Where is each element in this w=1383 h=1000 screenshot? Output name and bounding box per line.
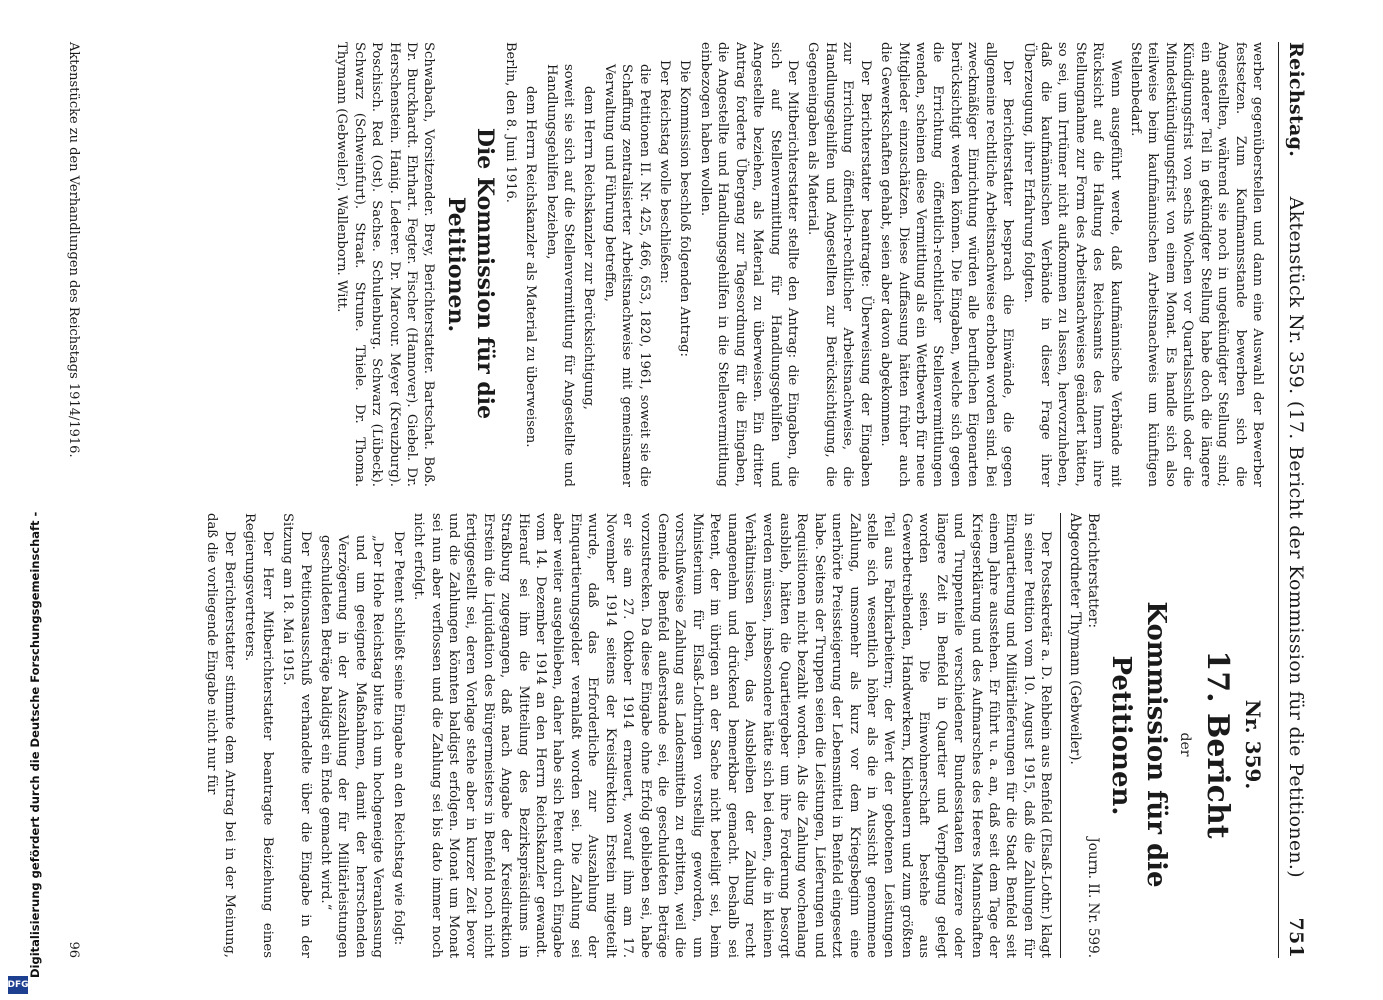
decision-text: die Petitionen II. Nr. 425, 466, 653, 1820, 1961, soweit sie die Schaffung zentralisierter Arbeitsnachweise mit gemeinsamer Verwaltung und Führung betreffen, bbox=[601, 64, 652, 487]
digitization-credit: Digitalisierung gefördert durch die Deutsche Forschungsgemeinschaft - bbox=[28, 511, 42, 978]
petition-quote: „Der Hohe Reichstag bitte ich um hochgeneigte Veranlassung und um geeignete Maßnahmen, damit der herrschenden Verzögerung in der Auszahlung der für Militärleistungen geschuldeten Beträge baldigst ein Ende gemacht wird.“ bbox=[318, 535, 386, 958]
digitization-credit-strip bbox=[0, 0, 42, 1000]
header-left: Reichstag. bbox=[1285, 42, 1307, 158]
decision-text: dem Herrn Reichskanzler als Material zu überweisen. bbox=[523, 86, 539, 448]
journal-number: Journ. II. Nr. 599. bbox=[1084, 837, 1101, 958]
paragraph: Der Herr Mitberichterstatter beantragte Beiziehung eines Regierungsvertreters. bbox=[242, 513, 275, 958]
paragraph: Der Postsekretär a. D. Rehbein aus Benfeld (Elsaß-Lothr.) klagt in seiner Petition vom 10. August 1915, daß die Zahlungen für Einquartierung und Militärlieferungen für die Stadt Benfeld seit einem Jahre ausstehen. Er führt u. a. an, daß seit dem Tage der Kriegserklärung und des Aufmarsches des Heeres Mannschaften und Truppenteile verschiedener Bundesstaaten kürzere oder längere Zeit in Benfeld in Quartier und Verpflegung gelegt worden seien. Die Einwohnerschaft bestehe aus Gewerbetreibenden, Handwerkern, Kleinbauern und zum größten Teil aus Fabrikarbeitern; der Wert der gebotenen Leistungen stelle sich wesentlich höher als die in Aussicht genommene Zahlung, umsomehr als kurz vor dem Kriegsbeginn eine unerhörte Preissteigerung der Lebensmittel in Benfeld eingesetzt habe. Seitens der Truppen seien die Leistungen, Lieferungen und Requisitionen nicht bezahlt worden. Als die Zahlung wochenlang ausblieb, hätten die Quartiergeber um ihre Forderung besorgt werden müssen, insbesondere hätte sich bei denen, die in kleinen Verhältnissen leben, das Ausbleiben der Zahlung recht unangenehm und drückend bemerkbar gemacht. Deshalb sei Petent, der im übrigen an der Sache nicht beteiligt sei, beim Ministerium für Elsaß-Lothringen vorstellig geworden, um vorschußweise Zahlung aus Landesmitteln zu erbitten, weil die Gemeinde Benfeld außerstande sei, die geschuldeten Beträge vorzustrecken. Da diese Eingabe ohne Erfolg geblieben sei, habe er sie am 27. Oktober 1914 erneuert, worauf ihm am 17. November 1914 seitens der Kreisdirektion Erstein mitgeteilt wurde, daß das Erforderliche zur Auszahlung der Einquartierungsgelder veranlaßt worden sei. Die Zahlung sei aber weiter ausgeblieben, daher habe sich Petent durch Eingabe vom 14. Dezember 1914 an den Herrn Reichskanzler gewandt. Hierauf sei ihm die Mitteilung des Bezirkspräsidiums in Straßburg zugegangen, daß nach Angabe der Kreisdirektion Erstein die Liquidation des Bürgermeisters in Benfeld noch nicht fertiggestellt sei, deren Vorlage stehe aber in kurzer Zeit bevor und die Zahlungen könnten baldigst erfolgen. Monat um Monat sei nun aber verflossen und die Zahlung sei bis dato immer noch nicht erfolgt. bbox=[411, 513, 1054, 958]
right-column bbox=[136, 513, 1266, 958]
member-list: Schwabach, Vorsitzender. Brey, Berichterstatter. Bartschat. Boß. Dr. Burckhardt. Ehrhart. Fegter. Fischer (Hannover). Giebel. Dr. Herschenstein. Hanig. Lederer. Dr. Marcour. Meyer (Kreuzburg). Poschisch. Red (Ost). Sachse. Schulenburg. Schwarz (Lübeck). Schwarz (Schweinfurt). Straat. Strune. Thiele. Dr. Thoma. Thymann (Gebweiler). Wallenborn. Witt. bbox=[334, 42, 437, 487]
paragraph: Der Berichterstatter stimmte dem Antrag bei in der Meinung, daß die vorliegende Eingabe nicht nur für bbox=[204, 513, 237, 958]
paragraph: Der Mitberichterstatter stellte den Antrag: die Eingaben, die sich auf Stellenvermittlung für Handlungsgehilfen und Angestellte beziehen, als Material zu überweisen. Ein dritter Antrag forderte Übergang zur Tagesordnung für die Eingaben, die Angestellte und Handlungsgehilfen in die Stellenvermittlung einbezogen haben wollen. bbox=[697, 42, 801, 487]
report-title-der: der bbox=[1177, 732, 1194, 757]
commission-heading: Kommission für die Petitionen. bbox=[1106, 601, 1171, 888]
paragraph: Der Petitionsausschuß verhandelte über die Eingabe in der Sitzung am 18. Mai 1915. bbox=[280, 513, 313, 958]
footer-source: Aktenstücke zu den Verhandlungen des Reichstags 1914/1916. bbox=[66, 42, 81, 458]
date-line: Berlin, den 8. Juni 1916. bbox=[502, 42, 518, 203]
reporter-name: Abgeordneter Thymann (Gebweiler). bbox=[1067, 513, 1084, 765]
left-column bbox=[136, 42, 1266, 487]
page-number: 751 bbox=[1285, 917, 1307, 958]
page-footer bbox=[66, 42, 81, 958]
header-center: Aktenstück Nr. 359. (17. Bericht der Kommission für die Petitionen.) bbox=[1285, 196, 1307, 878]
paragraph: Der Berichterstatter besprach die Einwände, die gegen allgemeine rechtliche Arbeitsnachweise erhoben worden sind. Bei zweckmäßiger Einrichtung würden alle beruflichen Eigenarten berücksichtigt werden können. Die Eingaben, welche sich gegen die Errichtung öffentlich-rechtlicher Stellenvermittlungen wenden, scheinen diese Vermittlung als ein Wettbewerb für neue Mitglieder einzuschätzen. Diese Auffassung hätten früher auch die Gewerkschaften gehabt, seien aber davon abgekommen. bbox=[878, 42, 1016, 487]
paragraph: werber gegenüberstellen und dann eine Auswahl der Bewerber festsetzen. Zum Kaufmannsstande bewerben sich die Angestellten, während sie noch in ungekündigter Stellung sind; ein anderer Teil in gekündigter Stellung habe doch die längere Kündigungsfrist von sechs Wochen vor Quartalsschluß oder die Mindestkündigungsfrist von einem Monat. Es handle sich also teilweise beim kaufmännischen Arbeitsnachweis um künftigen Stellenbedarf. bbox=[1128, 42, 1265, 487]
footer-sheet-number: 96 bbox=[66, 941, 81, 958]
paragraph: Der Berichterstatter beantragte: Überweisung der Eingaben zur Errichtung öffentlich-rechtlicher Arbeitsnachweise, die Handlungsgehilfen und Angestellten zur Berücksichtigung, die Gegeneingaben als Material. bbox=[805, 42, 873, 487]
scanned-document-page bbox=[52, 0, 1335, 1000]
reporter-label: Berichterstatter: bbox=[1084, 513, 1101, 629]
dfg-logo: DFG bbox=[8, 976, 28, 994]
reporter-line bbox=[1060, 513, 1101, 958]
paragraph: Der Petent schließt seine Eingabe an den Reichstag wie folgt: bbox=[390, 531, 406, 946]
decision-text: soweit sie sich auf die Stellenvermittlung für Angestellte und Handlungsgehilfen beziehen, bbox=[543, 64, 576, 487]
paragraph: Die Kommission beschloß folgenden Antrag: bbox=[677, 60, 693, 357]
document-number: Nr. 359. bbox=[1241, 699, 1265, 790]
decision-text: dem Herrn Reichskanzler zur Berücksichtigung, bbox=[581, 86, 597, 411]
text-columns bbox=[136, 42, 1266, 958]
commission-title: Die Kommission für die Petitionen. bbox=[442, 127, 498, 420]
report-title: 17. Bericht bbox=[1199, 650, 1235, 839]
paragraph: Der Reichstag wolle beschließen: bbox=[657, 60, 673, 284]
running-header bbox=[1278, 42, 1307, 958]
paragraph: Wenn ausgeführt werde, daß kaufmännische Verbände mit Rücksicht auf die Haltung des Reichsamts des Innern ihre Stellungnahme zur Form des Arbeitsnachweises geändert hätten, so sei, um Irrtümer nicht aufkommen zu lassen, hervorzuheben, daß die kaufmännischen Verbände in dieser Frage ihrer Überzeugung, ihrer Erfahrung folgten. bbox=[1020, 42, 1123, 487]
reporter-block bbox=[1065, 513, 1101, 765]
